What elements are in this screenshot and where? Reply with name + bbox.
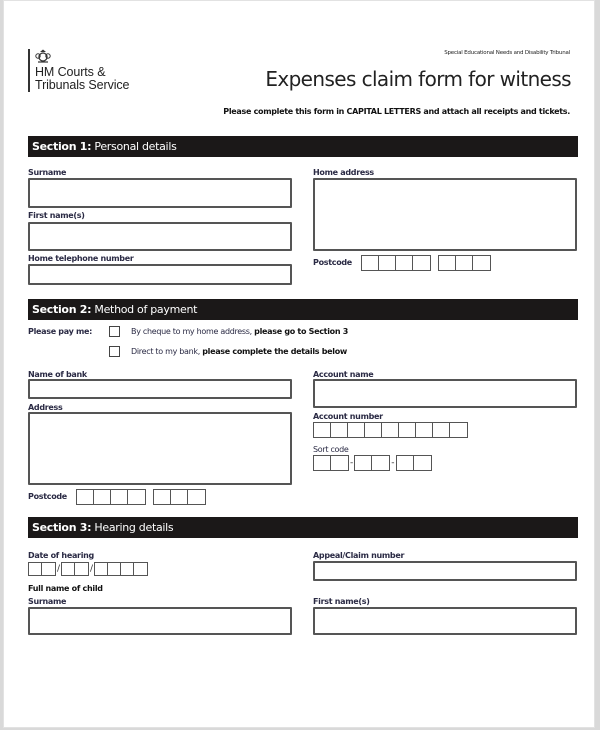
- child-name-heading: Full name of child: [28, 584, 103, 593]
- sort-code-label: Sort code: [313, 445, 349, 454]
- section3-title: Hearing details: [91, 521, 174, 534]
- date-cell[interactable]: [42, 563, 55, 575]
- surname-input[interactable]: [28, 178, 292, 208]
- date-cell[interactable]: [121, 563, 134, 575]
- home-phone-label: Home telephone number: [28, 254, 134, 263]
- postcode-outward[interactable]: [76, 489, 146, 505]
- sort-code-input[interactable]: [313, 455, 432, 471]
- postcode-cell[interactable]: [128, 490, 145, 504]
- account-number-cell[interactable]: [348, 423, 365, 437]
- child-surname-input[interactable]: [28, 607, 292, 635]
- bank-address-label: Address: [28, 403, 63, 412]
- sort-code-cell[interactable]: [355, 456, 372, 470]
- date-separator: /: [90, 564, 94, 574]
- home-postcode-input[interactable]: [361, 255, 491, 271]
- sort-code-cell[interactable]: [414, 456, 431, 470]
- account-number-cell[interactable]: [365, 423, 382, 437]
- sort-code-cell[interactable]: [397, 456, 414, 470]
- section2-title: Method of payment: [91, 303, 198, 316]
- child-surname-label: Surname: [28, 597, 67, 606]
- date-cell[interactable]: [108, 563, 121, 575]
- crest-icon: [35, 49, 51, 63]
- account-number-cell[interactable]: [433, 423, 450, 437]
- account-number-cell[interactable]: [314, 423, 331, 437]
- postcode-cell[interactable]: [171, 490, 188, 504]
- account-number-cell[interactable]: [382, 423, 399, 437]
- postcode-cell[interactable]: [456, 256, 473, 270]
- first-names-input[interactable]: [28, 222, 292, 251]
- home-phone-input[interactable]: [28, 264, 292, 285]
- postcode-cell[interactable]: [154, 490, 171, 504]
- bank-option-instruction: please complete the details below: [202, 347, 348, 356]
- sort-code-group[interactable]: [354, 455, 390, 471]
- section1-number: Section 1:: [32, 140, 92, 153]
- logo-divider: [28, 49, 30, 92]
- org-name: [35, 66, 129, 92]
- account-number-label: Account number: [313, 412, 383, 421]
- date-month[interactable]: [61, 562, 89, 576]
- postcode-inward[interactable]: [438, 255, 491, 271]
- home-address-input[interactable]: [313, 178, 577, 251]
- org-name-line2: Tribunals Service: [35, 78, 130, 92]
- date-separator: /: [57, 564, 61, 574]
- account-number-cell[interactable]: [416, 423, 433, 437]
- sort-code-separator: -: [391, 458, 395, 468]
- bank-name-label: Name of bank: [28, 370, 87, 379]
- date-cell[interactable]: [62, 563, 75, 575]
- cheque-option-instruction: please go to Section 3: [254, 327, 348, 336]
- date-of-hearing-input[interactable]: [28, 562, 148, 576]
- date-of-hearing-label: Date of hearing: [28, 551, 94, 560]
- account-name-input[interactable]: [313, 379, 577, 408]
- account-number-input[interactable]: [313, 422, 468, 438]
- date-day[interactable]: [28, 562, 56, 576]
- account-number-cells[interactable]: [313, 422, 468, 438]
- date-cell[interactable]: [75, 563, 88, 575]
- postcode-outward[interactable]: [361, 255, 431, 271]
- bank-checkbox[interactable]: [109, 346, 120, 357]
- postcode-cell[interactable]: [362, 256, 379, 270]
- date-cell[interactable]: [134, 563, 147, 575]
- instruction-text: Please complete this form in CAPITAL LETTERS and attach all receipts and tickets.: [223, 107, 570, 116]
- bank-option-label: Direct to my bank,: [131, 347, 203, 356]
- page-title: Expenses claim form for witness: [265, 67, 571, 91]
- section1-title: Personal details: [91, 140, 177, 153]
- section1-header: [28, 136, 578, 157]
- postcode-cell[interactable]: [379, 256, 396, 270]
- bank-name-input[interactable]: [28, 379, 292, 399]
- bank-postcode-label: Postcode: [28, 492, 67, 501]
- appeal-number-input[interactable]: [313, 561, 577, 581]
- sort-code-separator: -: [350, 458, 354, 468]
- surname-label: Surname: [28, 168, 67, 177]
- sort-code-group[interactable]: [396, 455, 432, 471]
- section3-number: Section 3:: [32, 521, 92, 534]
- section2-number: Section 2:: [32, 303, 92, 316]
- date-cell[interactable]: [95, 563, 108, 575]
- postcode-cell[interactable]: [94, 490, 111, 504]
- form-page: [3, 0, 595, 728]
- date-year[interactable]: [94, 562, 148, 576]
- sort-code-group[interactable]: [313, 455, 349, 471]
- bank-option-text: [131, 347, 347, 356]
- postcode-cell[interactable]: [473, 256, 490, 270]
- child-first-names-label: First name(s): [313, 597, 370, 606]
- account-number-cell[interactable]: [450, 423, 467, 437]
- account-number-cell[interactable]: [331, 423, 348, 437]
- account-number-cell[interactable]: [399, 423, 416, 437]
- section2-header: [28, 299, 578, 320]
- sort-code-cell[interactable]: [331, 456, 348, 470]
- org-name-line1: HM Courts &: [35, 65, 106, 79]
- account-name-label: Account name: [313, 370, 374, 379]
- sort-code-cell[interactable]: [314, 456, 331, 470]
- first-names-label: First name(s): [28, 211, 85, 220]
- appeal-number-label: Appeal/Claim number: [313, 551, 405, 560]
- cheque-checkbox[interactable]: [109, 326, 120, 337]
- child-first-names-input[interactable]: [313, 607, 577, 635]
- postcode-cell[interactable]: [439, 256, 456, 270]
- section3-header: [28, 517, 578, 538]
- bank-address-input[interactable]: [28, 412, 292, 485]
- postcode-cell[interactable]: [396, 256, 413, 270]
- postcode-cell[interactable]: [111, 490, 128, 504]
- postcode-inward[interactable]: [153, 489, 206, 505]
- postcode-cell[interactable]: [413, 256, 430, 270]
- date-cell[interactable]: [29, 563, 42, 575]
- pay-me-label: Please pay me:: [28, 327, 93, 336]
- cheque-option-label: By cheque to my home address,: [131, 327, 255, 336]
- tribunal-name: Special Educational Needs and Disability Tribunal: [444, 50, 570, 56]
- bank-postcode-input[interactable]: [76, 489, 206, 505]
- postcode-cell[interactable]: [188, 490, 205, 504]
- cheque-option-text: [131, 327, 348, 336]
- postcode-cell[interactable]: [77, 490, 94, 504]
- home-address-label: Home address: [313, 168, 374, 177]
- sort-code-cell[interactable]: [372, 456, 389, 470]
- home-postcode-label: Postcode: [313, 258, 352, 267]
